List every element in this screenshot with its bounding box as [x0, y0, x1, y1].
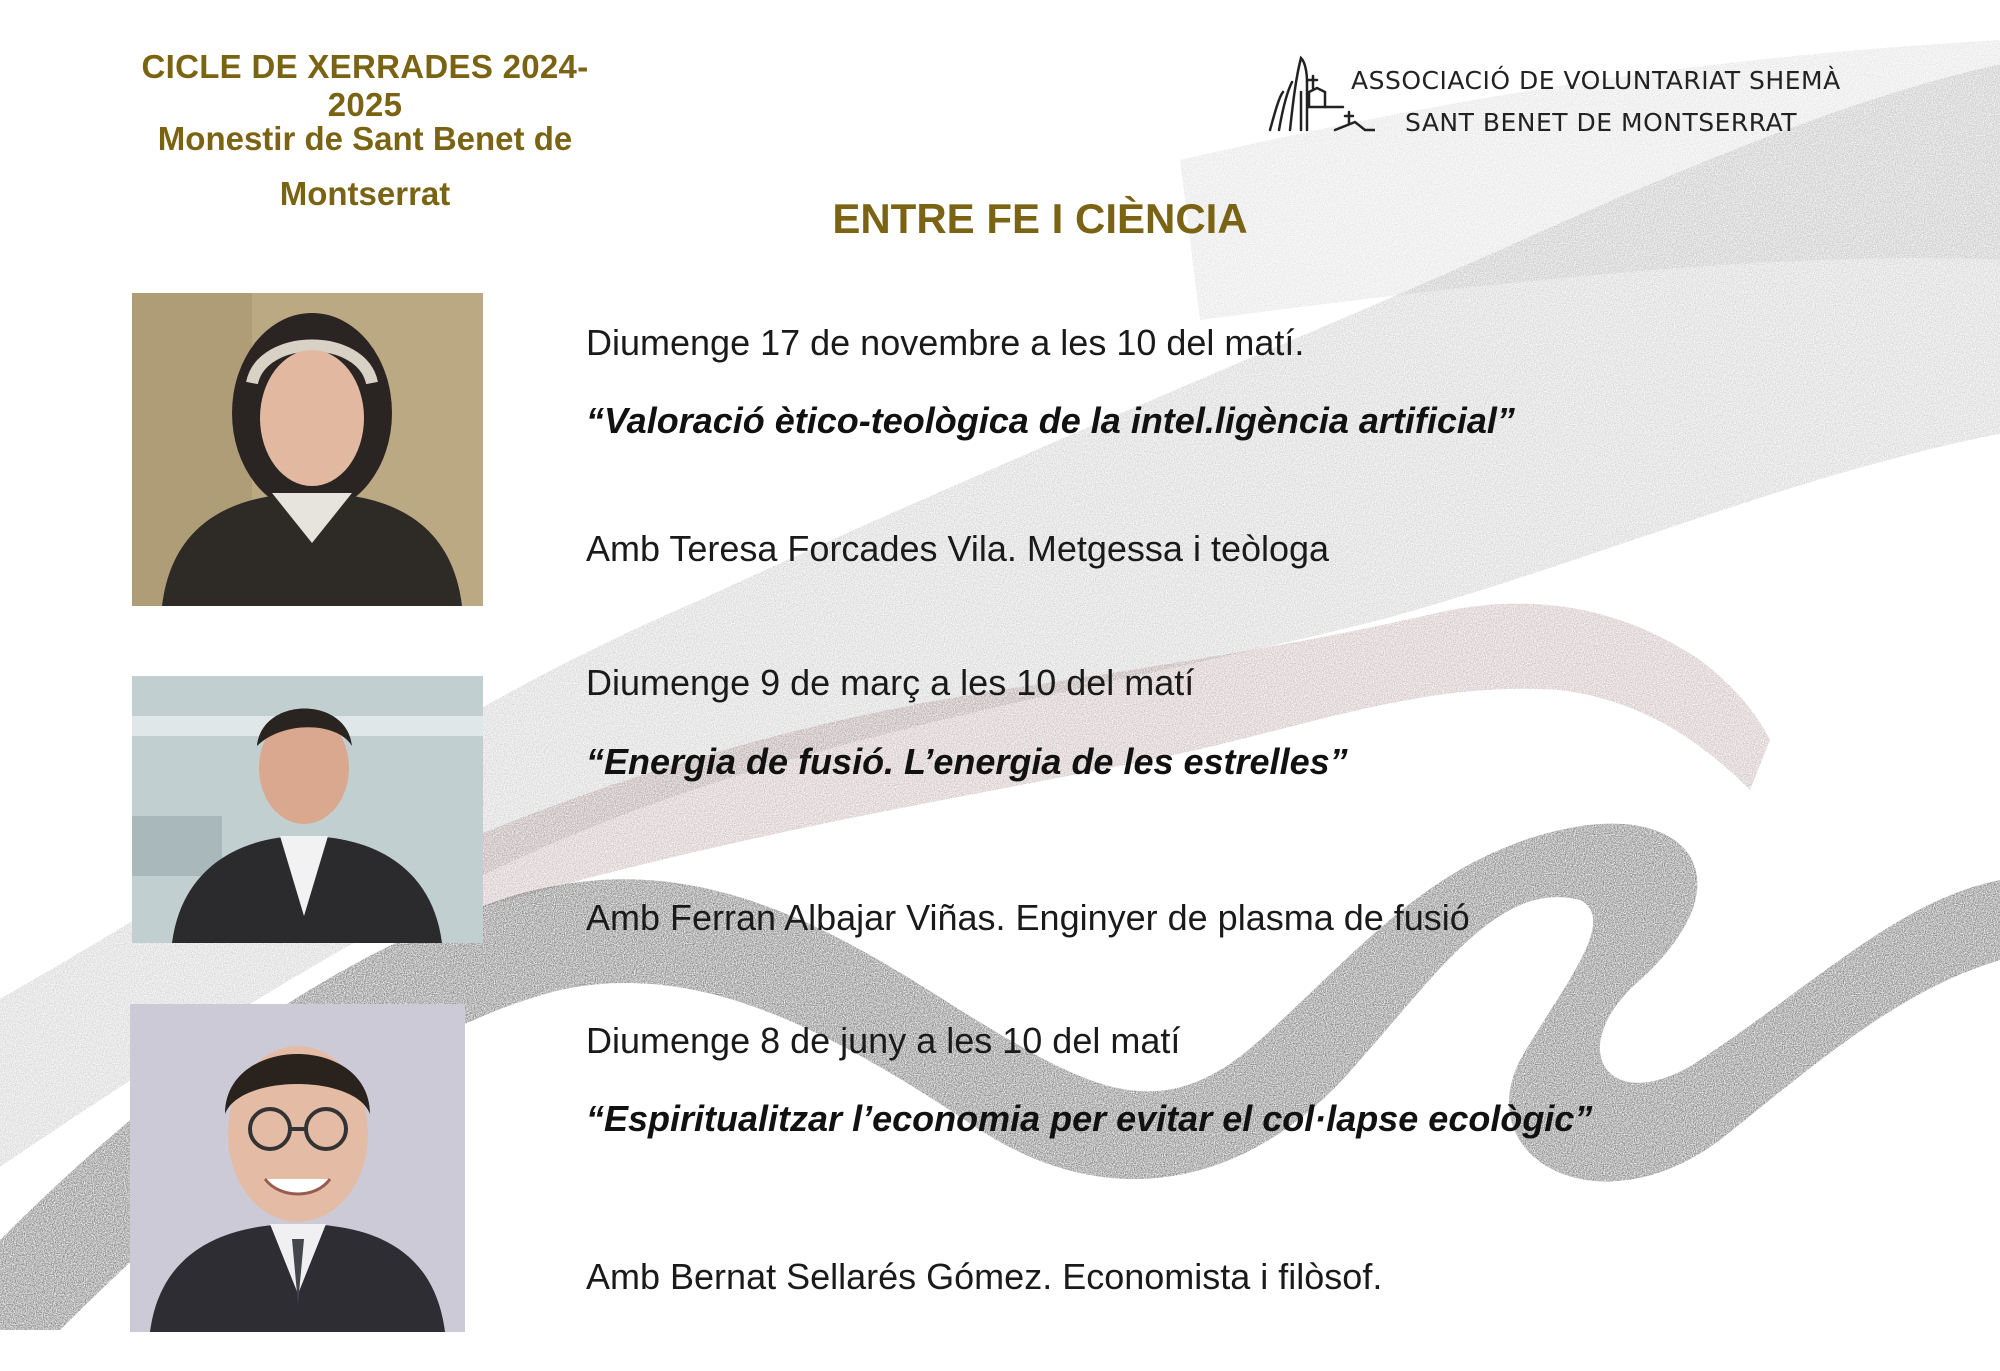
event-3-talk-title: “Espiritualitzar l’economia per evitar el col·lapse ecològic” [586, 1098, 1593, 1139]
event-1-speaker: Amb Teresa Forcades Vila. Metgessa i teòloga [586, 528, 1330, 569]
portrait-image [130, 1004, 465, 1332]
event-1-date: Diumenge 17 de novembre a les 10 del matí. [586, 322, 1305, 363]
speaker-photo-teresa [132, 293, 483, 606]
portrait-image [132, 293, 483, 606]
cycle-title: CICLE DE XERRADES 2024-2025 [141, 48, 589, 123]
venue-line-2: Montserrat [279, 175, 451, 212]
logo-text-line-2: SANT BENET DE MONTSERRAT [1405, 108, 1798, 137]
event-2-talk-title: “Energia de fusió. L’energia de les estrelles” [586, 741, 1348, 782]
event-2-speaker: Amb Ferran Albajar Viñas. Enginyer de plasma de fusió [586, 897, 1470, 938]
event-3-date: Diumenge 8 de juny a les 10 del matí [586, 1020, 1181, 1061]
speaker-photo-bernat [130, 1004, 465, 1332]
event-2-date: Diumenge 9 de març a les 10 del matí [586, 662, 1195, 703]
event-1-talk-title: “Valoració ètico-teològica de la intel.ligència artificial” [586, 400, 1515, 441]
portrait-image [132, 676, 483, 943]
speaker-photo-ferran [132, 676, 483, 943]
event-3-speaker: Amb Bernat Sellarés Gómez. Economista i filòsof. [586, 1256, 1383, 1297]
main-title: ENTRE FE I CIÈNCIA [832, 195, 1248, 242]
venue-line-1: Monestir de Sant Benet de [157, 120, 573, 157]
logo-text-line-1: ASSOCIACIÓ DE VOLUNTARIAT SHEMÀ [1351, 66, 1841, 95]
association-logo [1265, 52, 1841, 142]
